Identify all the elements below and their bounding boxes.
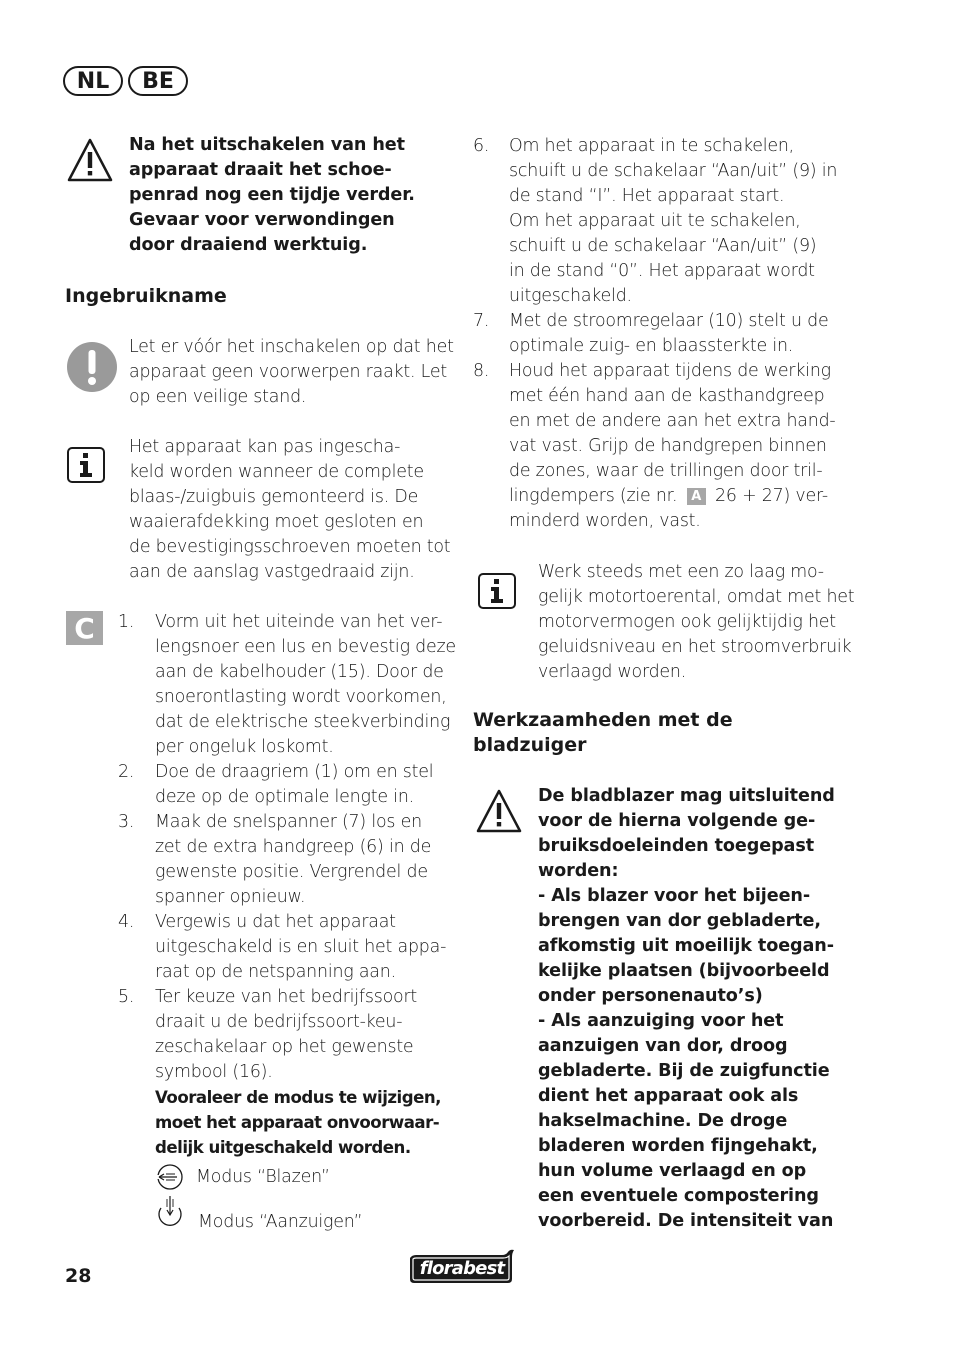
step-line: deze op de optimale lengte in. — [155, 787, 414, 807]
step-line: en met de andere aan het extra hand- — [509, 411, 836, 431]
step-line: schuift u de schakelaar “Aan/uit” (9) — [509, 236, 817, 256]
step-line: zet de extra handgreep (6) in de — [155, 837, 432, 857]
step-line — [509, 484, 873, 509]
step-line: uitgeschakeld is en sluit het appa- — [155, 937, 447, 957]
info-line: gelijk motortoerental, omdat met het — [538, 587, 855, 607]
list-item — [118, 910, 458, 985]
caution-line: apparaat geen voorwerpen raakt. Let — [129, 362, 447, 382]
warning-line: een eventuele compostering — [538, 1186, 819, 1206]
info-text-assembly — [129, 435, 450, 585]
warning-line: hun volume verlaagd en op — [538, 1161, 807, 1181]
step-line: Om het apparaat in te schakelen, — [509, 136, 794, 156]
step-line: vat vast. Grijp de handgrepen binnen — [509, 436, 827, 456]
step-line: zeschakelaar op het gewenste — [155, 1037, 414, 1057]
step-number: 5. — [118, 987, 135, 1007]
step-number: 8. — [473, 361, 490, 381]
step-line: Houd het apparaat tijdens de werking — [509, 361, 831, 381]
warning-line: onder personenauto’s) — [538, 986, 763, 1006]
list-item — [473, 134, 873, 309]
warning-line: worden: — [538, 861, 619, 881]
step-note-line: delijk uitgeschakeld worden. — [155, 1138, 411, 1157]
caution-line: op een veilige stand. — [129, 387, 307, 407]
warning-line: aanzuigen van dor, droog — [538, 1036, 788, 1056]
warning-line: bruiksdoeleinden toegepast — [538, 836, 815, 856]
info-line: Het apparaat kan pas ingescha- — [129, 437, 401, 457]
list-item — [473, 309, 873, 359]
mode-suck-label: Modus “Aanzuigen” — [198, 1212, 363, 1232]
caution-line: Let er vóór het inschakelen op dat het — [129, 337, 454, 357]
step-line: Ter keuze van het bedrijfssoort — [155, 987, 418, 1007]
info-line: verlaagd worden. — [538, 662, 687, 682]
info-i-glyph-icon — [489, 579, 505, 603]
info-icon — [67, 447, 105, 483]
list-item — [118, 760, 458, 810]
list-item — [473, 359, 873, 534]
step-line: Vorm uit het uiteinde van het ver- — [155, 612, 443, 632]
language-badge-be: BE — [128, 66, 188, 96]
section-heading-ingebruikname: Ingebruikname — [65, 285, 227, 307]
step-number: 7. — [473, 311, 490, 331]
step-number: 4. — [118, 912, 135, 932]
warning-line: De bladblazer mag uitsluitend — [538, 786, 835, 806]
info-line: keld worden wanneer de complete — [129, 462, 424, 482]
info-icon — [478, 573, 516, 609]
step-line: spanner opnieuw. — [155, 887, 306, 907]
warning-text-shoe-wheel — [129, 133, 415, 258]
info-i-glyph-icon — [78, 453, 94, 477]
warning-line: - Als blazer voor het bijeen- — [538, 886, 811, 906]
logo-text: florabest — [419, 1258, 505, 1279]
list-item — [118, 610, 458, 760]
step-line: raat op de netspanning aan. — [155, 962, 396, 982]
step-line: draait u de bedrijfssoort-keu- — [155, 1012, 403, 1032]
warning-line: door draaiend werktuig. — [129, 235, 368, 255]
info-line: geluidsniveau en het stroomverbruik — [538, 637, 852, 657]
info-line: blaas-/zuigbuis gemonteerd is. De — [129, 487, 419, 507]
figure-badge-a: A — [687, 488, 706, 505]
step-line: schuift u de schakelaar “Aan/uit” (9) in — [509, 161, 838, 181]
step-number: 2. — [118, 762, 135, 782]
info-line: de bevestigingsschroeven moeten tot — [129, 537, 451, 557]
list-item — [118, 985, 458, 1160]
suction-mode-icon — [155, 1195, 185, 1231]
step-line: lengsnoer een lus en bevestig deze — [155, 637, 456, 657]
warning-triangle-icon — [66, 136, 114, 184]
warning-line: voorbereid. De intensiteit van — [538, 1211, 834, 1231]
warning-line: bladeren worden fijngehakt, — [538, 1136, 818, 1156]
step-line: Maak de snelspanner (7) los en — [155, 812, 422, 832]
step-line: met één hand aan de kasthandgreep — [509, 386, 825, 406]
step-line: uitgeschakeld. — [509, 286, 632, 306]
info-line: aan de aanslag vastgedraaid zijn. — [129, 562, 415, 582]
warning-line: apparaat draait het schoe- — [129, 160, 392, 180]
step-note-line: Vooraleer de modus te wijzigen, — [155, 1088, 441, 1107]
step-line: Om het apparaat uit te schakelen, — [509, 211, 801, 231]
step-line: de stand “I”. Het apparaat start. — [509, 186, 785, 206]
step-line-suffix: 26 + 27) ver- — [715, 486, 828, 506]
warning-line: gebladerte. Bij de zuigfunctie — [538, 1061, 830, 1081]
steps-list-left — [118, 610, 458, 1160]
step-line: Doe de draagriem (1) om en stel — [155, 762, 434, 782]
warning-triangle-icon — [475, 787, 523, 835]
warning-line: afkomstig uit moeilijk toegan- — [538, 936, 834, 956]
figure-badge-c: C — [66, 611, 103, 645]
steps-list-right — [473, 134, 873, 534]
warning-line: brengen van dor gebladerte, — [538, 911, 821, 931]
step-line: Met de stroomregelaar (10) stelt u de — [509, 311, 829, 331]
warning-line: - Als aanzuiging voor het — [538, 1011, 784, 1031]
warning-line: hakselmachine. De droge — [538, 1111, 788, 1131]
section-heading-werkzaamheden — [473, 708, 733, 758]
mode-blow-label: Modus “Blazen” — [196, 1167, 330, 1187]
warning-line: Na het uitschakelen van het — [129, 135, 405, 155]
step-line: optimale zuig- en blaassterkte in. — [509, 336, 794, 356]
step-number: 6. — [473, 136, 490, 156]
info-line: motorvermogen ook gelijktijdig het — [538, 612, 836, 632]
warning-line: dient het apparaat ook als — [538, 1086, 799, 1106]
page-number: 28 — [65, 1265, 92, 1287]
step-number: 1. — [118, 612, 135, 632]
warning-text-usage — [538, 784, 835, 1234]
step-note-line: moet het apparaat onvoorwaar- — [155, 1113, 440, 1132]
info-text-motor-speed — [538, 560, 854, 685]
list-item — [118, 810, 458, 910]
warning-line: voor de hierna volgende ge- — [538, 811, 816, 831]
step-line-prefix: lingdempers (zie nr. — [509, 486, 678, 506]
step-line: aan de kabelhouder (15). Door de — [155, 662, 444, 682]
blow-mode-icon — [155, 1163, 185, 1191]
language-badge-nl: NL — [63, 66, 123, 96]
step-line: de zones, waar de trillingen door tril- — [509, 461, 823, 481]
step-line: in de stand “0”. Het apparaat wordt — [509, 261, 815, 281]
warning-line: penrad nog een tijdje verder. — [129, 185, 415, 205]
step-line: per ongeluk loskomt. — [155, 737, 334, 757]
caution-exclamation-icon — [66, 341, 118, 393]
step-line: snoerontlasting wordt voorkomen, — [155, 687, 447, 707]
caution-text — [129, 335, 454, 410]
warning-line: Gevaar voor verwondingen — [129, 210, 395, 230]
info-line: Werk steeds met een zo laag mo- — [538, 562, 824, 582]
warning-line: kelijke plaatsen (bijvoorbeeld — [538, 961, 830, 981]
step-line: minderd worden, vast. — [509, 511, 701, 531]
step-number: 3. — [118, 812, 135, 832]
info-line: waaierafdekking moet gesloten en — [129, 512, 424, 532]
heading-line: Werkzaamheden met de — [473, 709, 733, 731]
step-line: dat de elektrische steekverbinding — [155, 712, 451, 732]
heading-line: bladzuiger — [473, 734, 587, 756]
florabest-logo — [406, 1248, 518, 1286]
step-line: symbool (16). — [155, 1062, 273, 1082]
step-line: Vergewis u dat het apparaat — [155, 912, 396, 932]
step-line: gewenste positie. Vergrendel de — [155, 862, 428, 882]
